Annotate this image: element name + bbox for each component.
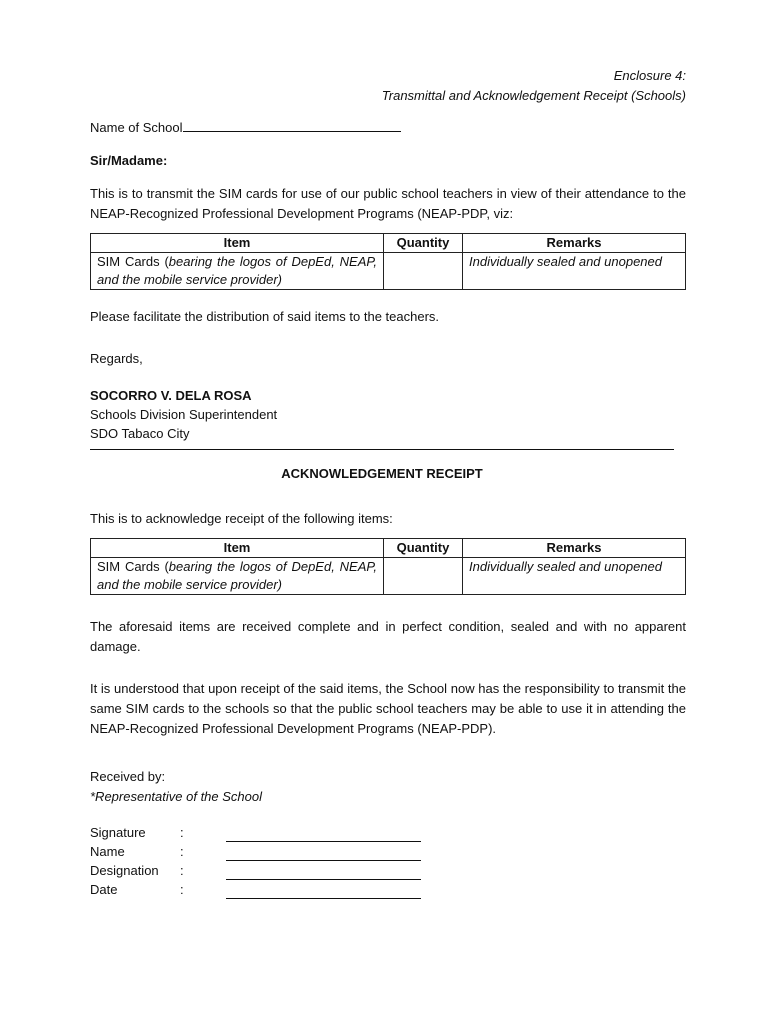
received-by-block: [90, 767, 686, 807]
cell-item: [91, 558, 384, 595]
header-remarks: Remarks: [463, 234, 686, 253]
regards: Regards,: [90, 351, 143, 366]
ack-title: ACKNOWLEDGEMENT RECEIPT: [281, 466, 483, 481]
header-item: Item: [91, 234, 384, 253]
field-date: [90, 880, 686, 899]
transmittal-items-table: [90, 233, 686, 290]
school-name-label: Name of School: [90, 120, 183, 135]
signer-office: SDO Tabaco City: [90, 426, 190, 441]
representative-note: *Representative of the School: [90, 789, 262, 804]
header-remarks: Remarks: [463, 539, 686, 558]
cell-quantity: [384, 558, 463, 595]
field-blank: [226, 885, 421, 899]
field-colon: :: [180, 863, 184, 878]
ack-paragraph-2: It is understood that upon receipt of the said items, the School now has the responsibility to transmit the same SIM cards to the schools so that the public school teachers may be able to use it in attending the NEAP-Recognized Professional Development Programs (NEAP-PDP).: [90, 681, 686, 736]
item-prefix: SIM Cards (: [97, 559, 169, 574]
school-name-blank: [183, 119, 401, 132]
section-divider: [90, 449, 674, 450]
school-name-line: [90, 118, 686, 137]
field-label: Signature: [90, 825, 146, 840]
field-label: Name: [90, 844, 125, 859]
header-quantity: Quantity: [384, 234, 463, 253]
table-row: [91, 253, 686, 290]
intro-paragraph: This is to transmit the SIM cards for use of our public school teachers in view of their attendance to the NEAP-Recognized Professional Development Programs (NEAP-PDP, viz:: [90, 186, 686, 221]
header-quantity: Quantity: [384, 539, 463, 558]
field-blank: [226, 847, 421, 861]
cell-remarks: Individually sealed and unopened: [463, 253, 686, 290]
facilitate-text: Please facilitate the distribution of said items to the teachers.: [90, 309, 440, 324]
cell-item: [91, 253, 384, 290]
cell-remarks: Individually sealed and unopened: [463, 558, 686, 595]
enclosure-label: Enclosure 4:: [613, 68, 686, 83]
field-label: Designation: [90, 863, 159, 878]
item-description: bearing the logos of DepEd, NEAP, and the mobile service provider): [97, 559, 377, 592]
ack-paragraph-1: The aforesaid items are received complete and in perfect condition, sealed and with no apparent damage.: [90, 619, 686, 654]
field-colon: :: [180, 825, 184, 840]
item-prefix: SIM Cards (: [97, 254, 169, 269]
field-name: [90, 842, 686, 861]
field-label: Date: [90, 882, 118, 897]
field-designation: [90, 861, 686, 880]
ack-intro: This is to acknowledge receipt of the following items:: [90, 511, 393, 526]
table-row: [91, 558, 686, 595]
field-blank: [226, 828, 421, 842]
cell-quantity: [384, 253, 463, 290]
ack-items-table: [90, 538, 686, 595]
signer-title: Schools Division Superintendent: [90, 407, 278, 422]
item-description: bearing the logos of DepEd, NEAP, and the mobile service provider): [97, 254, 377, 287]
field-colon: :: [180, 844, 184, 859]
header-item: Item: [91, 539, 384, 558]
table-header-row: [91, 539, 686, 558]
received-by-label: Received by:: [90, 769, 166, 784]
field-blank: [226, 866, 421, 880]
document-page: [90, 66, 686, 899]
field-colon: :: [180, 882, 184, 897]
salutation: Sir/Madame:: [90, 153, 168, 168]
signer-block: [90, 386, 686, 443]
enclosure-header: [90, 66, 686, 106]
enclosure-subtitle: Transmittal and Acknowledgement Receipt (Schools): [381, 88, 686, 103]
signature-fields: [90, 823, 686, 899]
table-header-row: [91, 234, 686, 253]
field-signature: [90, 823, 686, 842]
signer-name: SOCORRO V. DELA ROSA: [90, 388, 252, 403]
